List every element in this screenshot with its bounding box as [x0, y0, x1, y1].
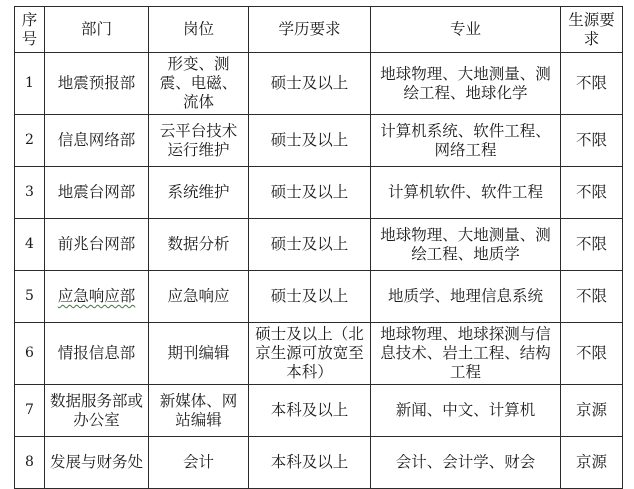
cell-education: 硕士及以上	[249, 167, 371, 219]
table-header	[15, 7, 623, 53]
cell-seq: 7	[15, 385, 45, 437]
cell-position: 会计	[149, 437, 249, 489]
cell-seq: 6	[15, 323, 45, 385]
cell-major: 新闻、中文、计算机	[371, 385, 561, 437]
cell-seq: 5	[15, 271, 45, 323]
cell-position: 云平台技术运行维护	[149, 115, 249, 167]
recruitment-table	[14, 6, 623, 489]
header-department: 部门	[45, 7, 149, 53]
cell-position: 形变、测震、电磁、流体	[149, 53, 249, 115]
cell-position: 期刊编辑	[149, 323, 249, 385]
cell-position: 数据分析	[149, 219, 249, 271]
cell-education: 硕士及以上	[249, 271, 371, 323]
cell-seq: 2	[15, 115, 45, 167]
cell-source: 京源	[561, 437, 623, 489]
table-row	[15, 53, 623, 115]
cell-major: 地球物理、地球探测与信息技术、岩土工程、结构工程	[371, 323, 561, 385]
cell-department: 情报信息部	[45, 323, 149, 385]
cell-education: 硕士及以上	[249, 219, 371, 271]
cell-seq: 1	[15, 53, 45, 115]
cell-source: 不限	[561, 219, 623, 271]
cell-department: 数据服务部或办公室	[45, 385, 149, 437]
cell-position: 应急响应	[149, 271, 249, 323]
header-seq: 序号	[15, 7, 45, 53]
header-major: 专业	[371, 7, 561, 53]
cell-department: 前兆台网部	[45, 219, 149, 271]
cell-source: 不限	[561, 115, 623, 167]
cell-major: 地球物理、大地测量、测绘工程、地球化学	[371, 53, 561, 115]
cell-source: 不限	[561, 271, 623, 323]
cell-major: 地质学、地理信息系统	[371, 271, 561, 323]
cell-major: 计算机软件、软件工程	[371, 167, 561, 219]
cell-major: 地球物理、大地测量、测绘工程、地质学	[371, 219, 561, 271]
cell-source: 不限	[561, 323, 623, 385]
table-row	[15, 385, 623, 437]
cell-major: 会计、会计学、财会	[371, 437, 561, 489]
table-row	[15, 219, 623, 271]
cell-position: 新媒体、网站编辑	[149, 385, 249, 437]
header-education: 学历要求	[249, 7, 371, 53]
table-row	[15, 437, 623, 489]
cell-position: 系统维护	[149, 167, 249, 219]
cell-seq: 8	[15, 437, 45, 489]
header-position: 岗位	[149, 7, 249, 53]
cell-department: 地震预报部	[45, 53, 149, 115]
cell-education: 本科及以上	[249, 437, 371, 489]
cell-source: 京源	[561, 385, 623, 437]
cell-education: 硕士及以上（北京生源可放宽至本科）	[249, 323, 371, 385]
cell-source: 不限	[561, 53, 623, 115]
cell-seq: 4	[15, 219, 45, 271]
cell-department: 信息网络部	[45, 115, 149, 167]
cell-department: 地震台网部	[45, 167, 149, 219]
table-row	[15, 115, 623, 167]
cell-education: 硕士及以上	[249, 115, 371, 167]
header-row	[15, 7, 623, 53]
cell-education: 硕士及以上	[249, 53, 371, 115]
cell-seq: 3	[15, 167, 45, 219]
cell-department: 发展与财务处	[45, 437, 149, 489]
cell-department	[45, 271, 149, 323]
table-row	[15, 167, 623, 219]
table-row	[15, 271, 623, 323]
table-row	[15, 323, 623, 385]
table-body	[15, 53, 623, 489]
cell-education: 本科及以上	[249, 385, 371, 437]
department-text: 应急响应部	[57, 287, 136, 305]
cell-major: 计算机系统、软件工程、网络工程	[371, 115, 561, 167]
header-source: 生源要求	[561, 7, 623, 53]
cell-source: 不限	[561, 167, 623, 219]
